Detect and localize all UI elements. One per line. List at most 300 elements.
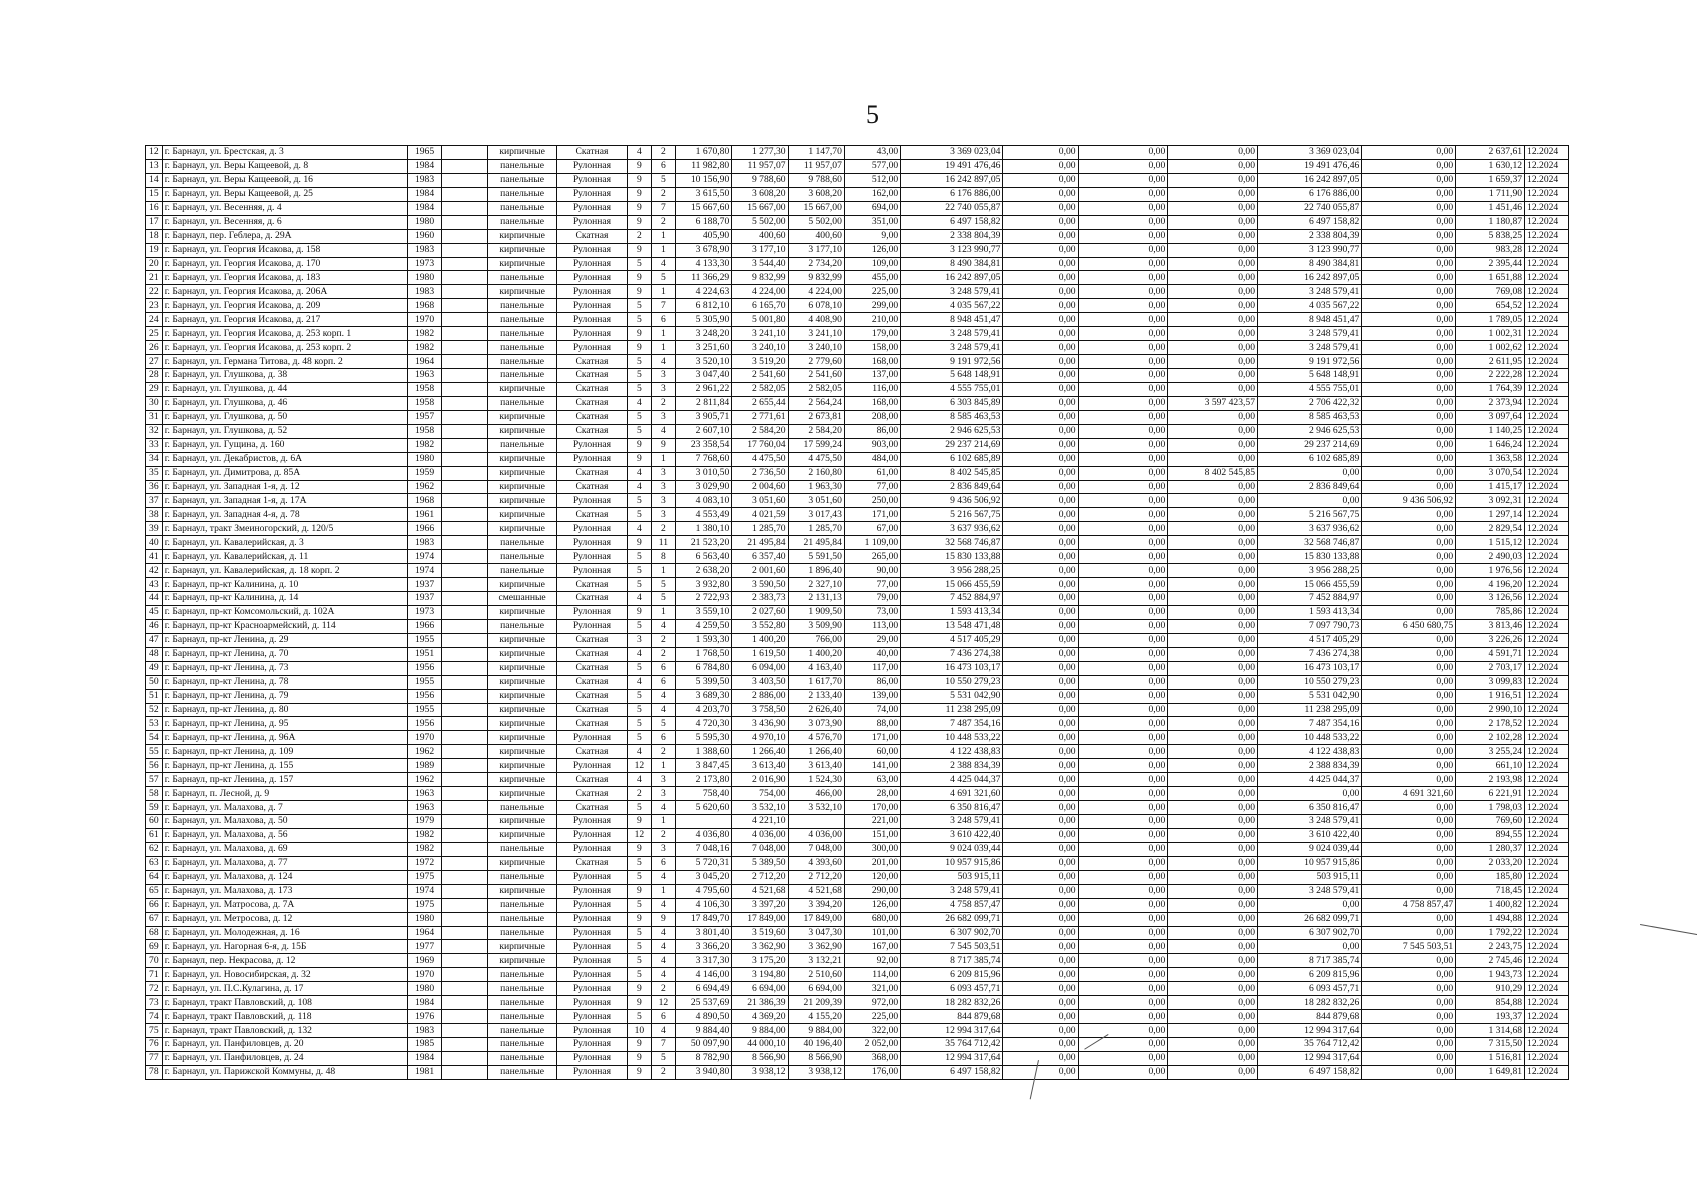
residents-cell: 60,00 (844, 745, 900, 759)
entrances-cell: 3 (651, 466, 675, 480)
floors-cell: 9 (627, 536, 651, 550)
federal-fund-cell: 0,00 (1003, 438, 1078, 452)
table-row (146, 968, 1569, 982)
total-cost-cell: 26 682 099,71 (901, 912, 1003, 926)
unit-cost-cell: 983,28 (1456, 243, 1525, 257)
local-budget-cell: 0,00 (1168, 647, 1258, 661)
other-funds-cell: 0,00 (1362, 968, 1456, 982)
entrances-cell: 4 (651, 355, 675, 369)
local-budget-cell: 0,00 (1168, 982, 1258, 996)
premises-area-cell: 2 736,50 (732, 466, 788, 480)
address-cell: г. Барнаул, пр-кт Ленина, д. 73 (162, 661, 407, 675)
table-row (146, 996, 1569, 1010)
premises-area-cell: 3 175,20 (732, 954, 788, 968)
total-area-cell: 23 358,54 (675, 438, 731, 452)
owners-funds-cell: 16 242 897,05 (1258, 173, 1362, 187)
federal-fund-cell: 0,00 (1003, 1024, 1078, 1038)
entrances-cell: 1 (651, 285, 675, 299)
floors-cell: 5 (627, 717, 651, 731)
federal-fund-cell: 0,00 (1003, 633, 1078, 647)
regional-budget-cell: 0,00 (1078, 146, 1168, 160)
row-number: 39 (146, 522, 163, 536)
owners-funds-cell: 10 957 915,86 (1258, 856, 1362, 870)
table-row (146, 815, 1569, 829)
residents-cell: 61,00 (844, 466, 900, 480)
total-area-cell: 6 784,80 (675, 661, 731, 675)
entrances-cell: 6 (651, 675, 675, 689)
year-cell: 1982 (407, 828, 441, 842)
year-cell: 1984 (407, 187, 441, 201)
total-area-cell: 4 224,63 (675, 285, 731, 299)
table-row (146, 438, 1569, 452)
total-cost-cell: 8 717 385,74 (901, 954, 1003, 968)
federal-fund-cell: 0,00 (1003, 717, 1078, 731)
total-area-cell: 21 523,20 (675, 536, 731, 550)
row-number: 53 (146, 717, 163, 731)
residents-cell: 225,00 (844, 285, 900, 299)
residents-cell: 88,00 (844, 717, 900, 731)
living-area-cell: 6 078,10 (788, 299, 844, 313)
other-funds-cell: 0,00 (1362, 229, 1456, 243)
federal-fund-cell: 0,00 (1003, 355, 1078, 369)
table-row (146, 647, 1569, 661)
living-area-cell: 766,00 (788, 633, 844, 647)
entrances-cell: 4 (651, 689, 675, 703)
regional-budget-cell: 0,00 (1078, 313, 1168, 327)
completion-date-cell: 12.2024 (1525, 689, 1569, 703)
regional-budget-cell: 0,00 (1078, 299, 1168, 313)
roof-type-cell: Рулонная (557, 619, 628, 633)
owners-funds-cell: 8 948 451,47 (1258, 313, 1362, 327)
other-funds-cell: 0,00 (1362, 1051, 1456, 1065)
federal-fund-cell: 0,00 (1003, 550, 1078, 564)
owners-funds-cell: 6 497 158,82 (1258, 215, 1362, 229)
row-number: 49 (146, 661, 163, 675)
regional-budget-cell: 0,00 (1078, 954, 1168, 968)
completion-date-cell: 12.2024 (1525, 452, 1569, 466)
year-cell: 1969 (407, 954, 441, 968)
total-cost-cell: 9 436 506,92 (901, 494, 1003, 508)
blank-cell (442, 717, 488, 731)
residents-cell: 116,00 (844, 382, 900, 396)
federal-fund-cell: 0,00 (1003, 299, 1078, 313)
completion-date-cell: 12.2024 (1525, 1010, 1569, 1024)
table-row (146, 926, 1569, 940)
wall-material-cell: панельные (488, 159, 557, 173)
table-row (146, 382, 1569, 396)
local-budget-cell: 0,00 (1168, 870, 1258, 884)
blank-cell (442, 550, 488, 564)
entrances-cell: 6 (651, 313, 675, 327)
row-number: 69 (146, 940, 163, 954)
unit-cost-cell: 1 649,81 (1456, 1065, 1525, 1079)
wall-material-cell: панельные (488, 355, 557, 369)
completion-date-cell: 12.2024 (1525, 550, 1569, 564)
entrances-cell: 9 (651, 912, 675, 926)
other-funds-cell: 0,00 (1362, 452, 1456, 466)
local-budget-cell: 0,00 (1168, 243, 1258, 257)
local-budget-cell: 0,00 (1168, 745, 1258, 759)
row-number: 17 (146, 215, 163, 229)
floors-cell: 5 (627, 954, 651, 968)
blank-cell (442, 215, 488, 229)
wall-material-cell: панельные (488, 271, 557, 285)
other-funds-cell: 0,00 (1362, 355, 1456, 369)
roof-type-cell: Рулонная (557, 605, 628, 619)
local-budget-cell: 3 597 423,57 (1168, 396, 1258, 410)
unit-cost-cell: 7 315,50 (1456, 1038, 1525, 1052)
residents-cell: 179,00 (844, 327, 900, 341)
table-row (146, 661, 1569, 675)
other-funds-cell: 0,00 (1362, 243, 1456, 257)
year-cell: 1980 (407, 982, 441, 996)
entrances-cell: 2 (651, 982, 675, 996)
residents-cell: 77,00 (844, 578, 900, 592)
regional-budget-cell: 0,00 (1078, 842, 1168, 856)
living-area-cell: 4 521,68 (788, 884, 844, 898)
unit-cost-cell: 193,37 (1456, 1010, 1525, 1024)
wall-material-cell: кирпичные (488, 773, 557, 787)
roof-type-cell: Рулонная (557, 522, 628, 536)
blank-cell (442, 1051, 488, 1065)
wall-material-cell: кирпичные (488, 285, 557, 299)
table-row (146, 619, 1569, 633)
regional-budget-cell: 0,00 (1078, 466, 1168, 480)
other-funds-cell: 0,00 (1362, 508, 1456, 522)
total-cost-cell: 2 338 804,39 (901, 229, 1003, 243)
blank-cell (442, 647, 488, 661)
unit-cost-cell: 2 178,52 (1456, 717, 1525, 731)
owners-funds-cell: 7 452 884,97 (1258, 592, 1362, 606)
total-cost-cell: 5 648 148,91 (901, 369, 1003, 383)
completion-date-cell: 12.2024 (1525, 661, 1569, 675)
address-cell: г. Барнаул, пр-кт Ленина, д. 157 (162, 773, 407, 787)
other-funds-cell: 0,00 (1362, 173, 1456, 187)
federal-fund-cell: 0,00 (1003, 424, 1078, 438)
entrances-cell: 11 (651, 536, 675, 550)
total-area-cell: 25 537,69 (675, 996, 731, 1010)
blank-cell (442, 187, 488, 201)
local-budget-cell: 0,00 (1168, 787, 1258, 801)
blank-cell (442, 1038, 488, 1052)
completion-date-cell: 12.2024 (1525, 382, 1569, 396)
unit-cost-cell: 2 373,94 (1456, 396, 1525, 410)
row-number: 14 (146, 173, 163, 187)
entrances-cell: 6 (651, 731, 675, 745)
unit-cost-cell: 1 002,31 (1456, 327, 1525, 341)
unit-cost-cell: 769,60 (1456, 815, 1525, 829)
wall-material-cell: кирпичные (488, 815, 557, 829)
total-area-cell: 2 173,80 (675, 773, 731, 787)
entrances-cell: 2 (651, 215, 675, 229)
local-budget-cell: 0,00 (1168, 884, 1258, 898)
roof-type-cell: Скатная (557, 410, 628, 424)
total-area-cell: 758,40 (675, 787, 731, 801)
entrances-cell: 4 (651, 954, 675, 968)
year-cell: 1974 (407, 550, 441, 564)
blank-cell (442, 745, 488, 759)
completion-date-cell: 12.2024 (1525, 355, 1569, 369)
unit-cost-cell: 1 976,56 (1456, 564, 1525, 578)
total-area-cell: 4 146,00 (675, 968, 731, 982)
row-number: 63 (146, 856, 163, 870)
table-row (146, 828, 1569, 842)
year-cell: 1985 (407, 1038, 441, 1052)
roof-type-cell: Рулонная (557, 257, 628, 271)
address-cell: г. Барнаул, пр-кт Ленина, д. 109 (162, 745, 407, 759)
regional-budget-cell: 0,00 (1078, 243, 1168, 257)
blank-cell (442, 842, 488, 856)
total-cost-cell: 4 758 857,47 (901, 898, 1003, 912)
regional-budget-cell: 0,00 (1078, 271, 1168, 285)
unit-cost-cell: 1 363,58 (1456, 452, 1525, 466)
living-area-cell: 3 938,12 (788, 1065, 844, 1079)
unit-cost-cell: 185,80 (1456, 870, 1525, 884)
row-number: 24 (146, 313, 163, 327)
premises-area-cell: 2 771,61 (732, 410, 788, 424)
regional-budget-cell: 0,00 (1078, 773, 1168, 787)
residents-cell: 114,00 (844, 968, 900, 982)
regional-budget-cell: 0,00 (1078, 578, 1168, 592)
owners-funds-cell: 9 191 972,56 (1258, 355, 1362, 369)
federal-fund-cell: 0,00 (1003, 619, 1078, 633)
living-area-cell: 21 209,39 (788, 996, 844, 1010)
living-area-cell: 4 224,00 (788, 285, 844, 299)
roof-type-cell: Рулонная (557, 201, 628, 215)
residents-cell: 101,00 (844, 926, 900, 940)
total-area-cell: 1 380,10 (675, 522, 731, 536)
year-cell: 1982 (407, 842, 441, 856)
row-number: 72 (146, 982, 163, 996)
row-number: 75 (146, 1024, 163, 1038)
federal-fund-cell: 0,00 (1003, 201, 1078, 215)
unit-cost-cell: 6 221,91 (1456, 787, 1525, 801)
unit-cost-cell: 2 395,44 (1456, 257, 1525, 271)
unit-cost-cell: 2 990,10 (1456, 703, 1525, 717)
roof-type-cell: Рулонная (557, 912, 628, 926)
local-budget-cell: 0,00 (1168, 173, 1258, 187)
year-cell: 1975 (407, 870, 441, 884)
regional-budget-cell: 0,00 (1078, 215, 1168, 229)
living-area-cell: 4 163,40 (788, 661, 844, 675)
roof-type-cell: Рулонная (557, 1051, 628, 1065)
entrances-cell: 7 (651, 299, 675, 313)
row-number: 51 (146, 689, 163, 703)
roof-type-cell: Рулонная (557, 271, 628, 285)
premises-area-cell: 3 519,60 (732, 926, 788, 940)
local-budget-cell: 0,00 (1168, 689, 1258, 703)
local-budget-cell: 0,00 (1168, 1051, 1258, 1065)
row-number: 12 (146, 146, 163, 160)
register-sheet (145, 145, 1569, 1080)
regional-budget-cell: 0,00 (1078, 1024, 1168, 1038)
unit-cost-cell: 854,88 (1456, 996, 1525, 1010)
owners-funds-cell: 2 338 804,39 (1258, 229, 1362, 243)
entrances-cell: 5 (651, 717, 675, 731)
blank-cell (442, 592, 488, 606)
roof-type-cell: Рулонная (557, 1024, 628, 1038)
completion-date-cell: 12.2024 (1525, 912, 1569, 926)
unit-cost-cell: 2 745,46 (1456, 954, 1525, 968)
local-budget-cell: 0,00 (1168, 578, 1258, 592)
row-number: 71 (146, 968, 163, 982)
table-row (146, 146, 1569, 160)
floors-cell: 5 (627, 578, 651, 592)
regional-budget-cell: 0,00 (1078, 1038, 1168, 1052)
floors-cell: 5 (627, 801, 651, 815)
year-cell: 1983 (407, 173, 441, 187)
table-row (146, 522, 1569, 536)
local-budget-cell: 0,00 (1168, 508, 1258, 522)
wall-material-cell: панельные (488, 438, 557, 452)
year-cell: 1977 (407, 940, 441, 954)
floors-cell: 12 (627, 759, 651, 773)
entrances-cell: 6 (651, 1010, 675, 1024)
completion-date-cell: 12.2024 (1525, 327, 1569, 341)
living-area-cell: 2 327,10 (788, 578, 844, 592)
total-cost-cell: 19 491 476,46 (901, 159, 1003, 173)
federal-fund-cell: 0,00 (1003, 173, 1078, 187)
row-number: 48 (146, 647, 163, 661)
floors-cell: 9 (627, 912, 651, 926)
total-cost-cell: 11 238 295,09 (901, 703, 1003, 717)
roof-type-cell: Рулонная (557, 926, 628, 940)
living-area-cell: 3 613,40 (788, 759, 844, 773)
floors-cell: 9 (627, 215, 651, 229)
premises-area-cell: 8 566,90 (732, 1051, 788, 1065)
table-row (146, 494, 1569, 508)
roof-type-cell: Рулонная (557, 982, 628, 996)
federal-fund-cell: 0,00 (1003, 1010, 1078, 1024)
address-cell: г. Барнаул, ул. Георгия Исакова, д. 253 корп. 2 (162, 341, 407, 355)
other-funds-cell: 0,00 (1362, 382, 1456, 396)
floors-cell: 9 (627, 815, 651, 829)
floors-cell: 5 (627, 508, 651, 522)
floors-cell: 4 (627, 466, 651, 480)
total-area-cell: 6 694,49 (675, 982, 731, 996)
total-area-cell: 9 884,40 (675, 1024, 731, 1038)
address-cell: г. Барнаул, ул. Веры Кащеевой, д. 16 (162, 173, 407, 187)
entrances-cell: 4 (651, 898, 675, 912)
year-cell: 1963 (407, 787, 441, 801)
premises-area-cell: 21 386,39 (732, 996, 788, 1010)
living-area-cell: 15 667,00 (788, 201, 844, 215)
wall-material-cell: панельные (488, 996, 557, 1010)
wall-material-cell: кирпичные (488, 745, 557, 759)
owners-funds-cell: 2 946 625,53 (1258, 424, 1362, 438)
owners-funds-cell: 26 682 099,71 (1258, 912, 1362, 926)
total-area-cell: 4 890,50 (675, 1010, 731, 1024)
address-cell: г. Барнаул, пр-кт Ленина, д. 95 (162, 717, 407, 731)
premises-area-cell: 1 400,20 (732, 633, 788, 647)
blank-cell (442, 243, 488, 257)
total-area-cell: 6 563,40 (675, 550, 731, 564)
completion-date-cell: 12.2024 (1525, 564, 1569, 578)
regional-budget-cell: 0,00 (1078, 173, 1168, 187)
blank-cell (442, 382, 488, 396)
row-number: 50 (146, 675, 163, 689)
row-number: 43 (146, 578, 163, 592)
total-cost-cell: 8 490 384,81 (901, 257, 1003, 271)
entrances-cell: 4 (651, 968, 675, 982)
entrances-cell: 5 (651, 173, 675, 187)
roof-type-cell: Рулонная (557, 438, 628, 452)
total-area-cell: 7 768,60 (675, 452, 731, 466)
wall-material-cell: кирпичные (488, 146, 557, 160)
wall-material-cell: панельные (488, 173, 557, 187)
local-budget-cell: 0,00 (1168, 369, 1258, 383)
blank-cell (442, 675, 488, 689)
other-funds-cell: 0,00 (1362, 480, 1456, 494)
entrances-cell: 3 (651, 494, 675, 508)
wall-material-cell: панельные (488, 898, 557, 912)
total-area-cell: 3 045,20 (675, 870, 731, 884)
owners-funds-cell: 5 216 567,75 (1258, 508, 1362, 522)
address-cell: г. Барнаул, ул. Георгия Исакова, д. 217 (162, 313, 407, 327)
address-cell: г. Барнаул, ул. Глушкова, д. 38 (162, 369, 407, 383)
address-cell: г. Барнаул, пр-кт Ленина, д. 70 (162, 647, 407, 661)
federal-fund-cell: 0,00 (1003, 661, 1078, 675)
premises-area-cell: 4 221,10 (732, 815, 788, 829)
total-area-cell: 3 940,80 (675, 1065, 731, 1079)
completion-date-cell: 12.2024 (1525, 438, 1569, 452)
federal-fund-cell: 0,00 (1003, 341, 1078, 355)
other-funds-cell: 0,00 (1362, 410, 1456, 424)
row-number: 15 (146, 187, 163, 201)
wall-material-cell: кирпичные (488, 480, 557, 494)
living-area-cell: 1 524,30 (788, 773, 844, 787)
local-budget-cell: 0,00 (1168, 926, 1258, 940)
total-cost-cell: 10 448 533,22 (901, 731, 1003, 745)
owners-funds-cell: 8 585 463,53 (1258, 410, 1362, 424)
entrances-cell: 3 (651, 842, 675, 856)
residents-cell: 92,00 (844, 954, 900, 968)
federal-fund-cell: 0,00 (1003, 898, 1078, 912)
owners-funds-cell: 4 425 044,37 (1258, 773, 1362, 787)
federal-fund-cell: 0,00 (1003, 146, 1078, 160)
other-funds-cell: 0,00 (1362, 633, 1456, 647)
premises-area-cell: 3 608,20 (732, 187, 788, 201)
entrances-cell: 2 (651, 633, 675, 647)
total-cost-cell: 3 637 936,62 (901, 522, 1003, 536)
table-row (146, 369, 1569, 383)
premises-area-cell: 3 613,40 (732, 759, 788, 773)
roof-type-cell: Скатная (557, 592, 628, 606)
other-funds-cell: 0,00 (1362, 396, 1456, 410)
year-cell: 1980 (407, 452, 441, 466)
blank-cell (442, 940, 488, 954)
total-area-cell: 11 982,80 (675, 159, 731, 173)
table-row (146, 201, 1569, 215)
residents-cell: 117,00 (844, 661, 900, 675)
entrances-cell: 4 (651, 801, 675, 815)
address-cell: г. Барнаул, ул. Кавалерийская, д. 3 (162, 536, 407, 550)
blank-cell (442, 508, 488, 522)
federal-fund-cell: 0,00 (1003, 996, 1078, 1010)
year-cell: 1959 (407, 466, 441, 480)
year-cell: 1974 (407, 884, 441, 898)
other-funds-cell: 0,00 (1362, 675, 1456, 689)
federal-fund-cell: 0,00 (1003, 759, 1078, 773)
total-cost-cell: 15 066 455,59 (901, 578, 1003, 592)
year-cell: 1976 (407, 1010, 441, 1024)
premises-area-cell: 3 397,20 (732, 898, 788, 912)
row-number: 64 (146, 870, 163, 884)
living-area-cell: 3 394,20 (788, 898, 844, 912)
residents-cell: 577,00 (844, 159, 900, 173)
floors-cell: 5 (627, 369, 651, 383)
premises-area-cell: 2 016,90 (732, 773, 788, 787)
